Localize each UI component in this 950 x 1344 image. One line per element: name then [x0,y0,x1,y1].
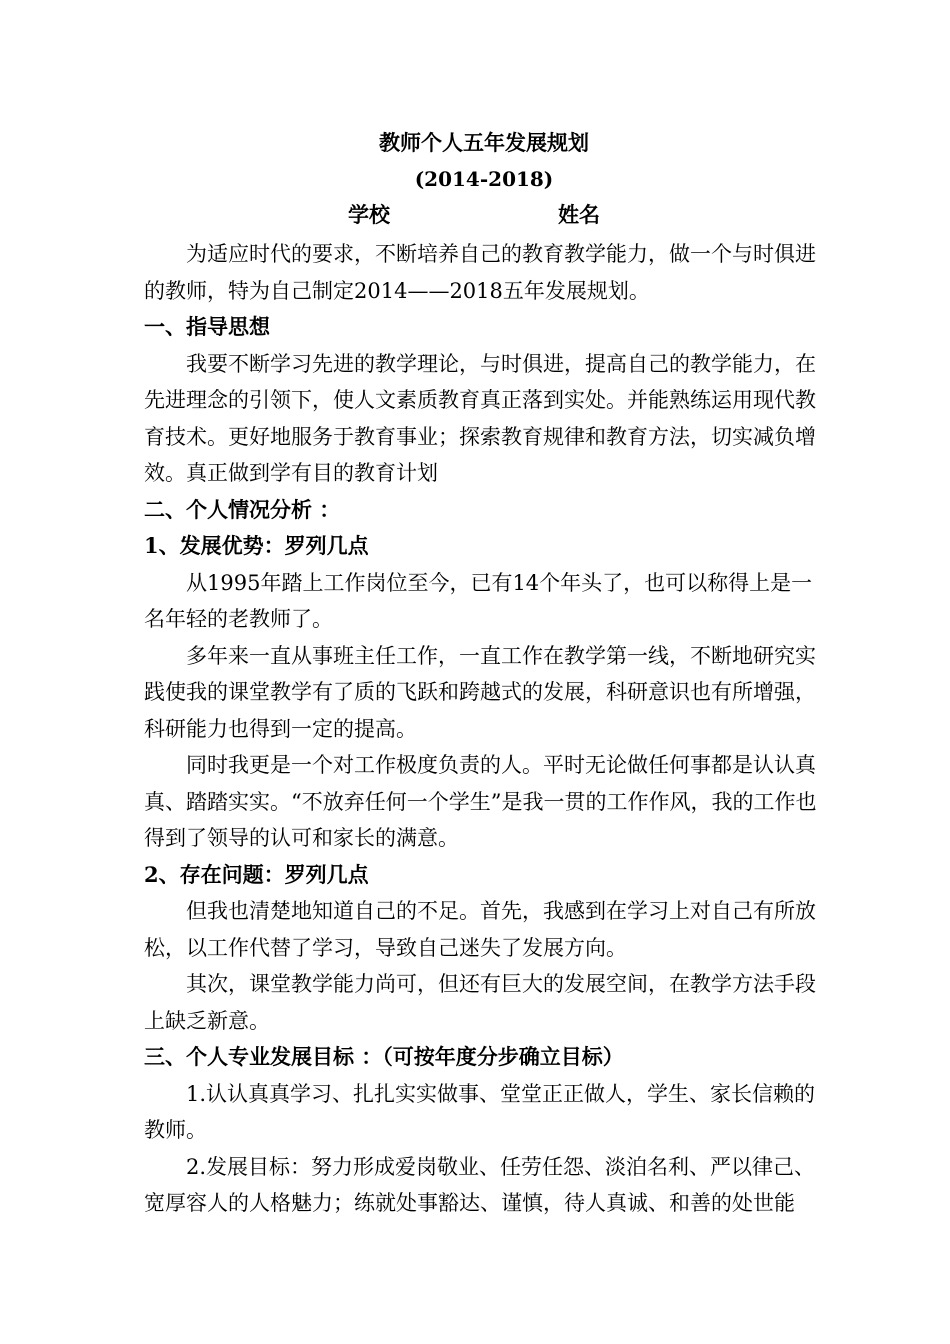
subheading-strengths: 1、发展优势：罗列几点 [144,533,369,558]
intro-paragraph: 为适应时代的要求，不断培养自己的教育教学能力，做一个与时俱进的教师，特为自己制定2014——2018五年发展规划。 [144,242,816,303]
document-years: (2014-2018) [414,167,554,191]
document-title: 教师个人五年发展规划 [379,130,589,155]
goal-item-1: 1.认认真真学习、扎扎实实做事、堂堂正正做人，学生、家长信赖的教师。 [144,1081,816,1142]
goal-item-2: 2.发展目标：努力形成爱岗敬业、任劳任怨、淡泊名利、严以律己、宽厚容人的人格魅力；练就处事豁达、谨慎，待人真诚、和善的处世能 [144,1154,816,1215]
document-page [144,128,824,1222]
problems-paragraph-2: 其次，课堂教学能力尚可，但还有巨大的发展空间，在教学方法手段上缺乏新意。 [144,972,816,1033]
strengths-paragraph-2: 多年来一直从事班主任工作，一直工作在教学第一线，不断地研究实践使我的课堂教学有了质的飞跃和跨越式的发展，科研意识也有所增强，科研能力也得到一定的提高。 [144,643,816,741]
guiding-thought-paragraph: 我要不断学习先进的教学理论，与时俱进，提高自己的教学能力，在先进理念的引领下，使人文素质教育真正落到实处。并能熟练运用现代教育技术。更好地服务于教育事业；探索教育规律和教育方法，切实减负增效。真正做到学有目的教育计划 [144,351,816,485]
problems-paragraph-1: 但我也清楚地知道自己的不足。首先，我感到在学习上对自己有所放松，以工作代替了学习，导致自己迷失了发展方向。 [144,899,816,960]
strengths-paragraph-1: 从1995年踏上工作岗位至今，已有14个年头了，也可以称得上是一名年轻的老教师了。 [144,570,813,631]
subheading-problems: 2、存在问题：罗列几点 [144,861,369,887]
section-heading-guiding-thought: 一、指导思想 [144,314,270,339]
name-label: 姓名 [558,202,600,227]
section-heading-personal-analysis: 二、个人情况分析 ： [144,496,341,522]
school-label: 学校 [348,202,390,227]
document-meta [144,200,824,236]
section-heading-development-goals: 三、个人专业发展目标 ：（可按年度分步确立目标） [144,1044,624,1069]
strengths-paragraph-3: 同时我更是一个对工作极度负责的人。平时无论做任何事都是认认真真、踏踏实实。“不放弃任何一个学生”是我一贯的工作作风，我的工作也得到了领导的认可和家长的满意。 [144,753,817,850]
